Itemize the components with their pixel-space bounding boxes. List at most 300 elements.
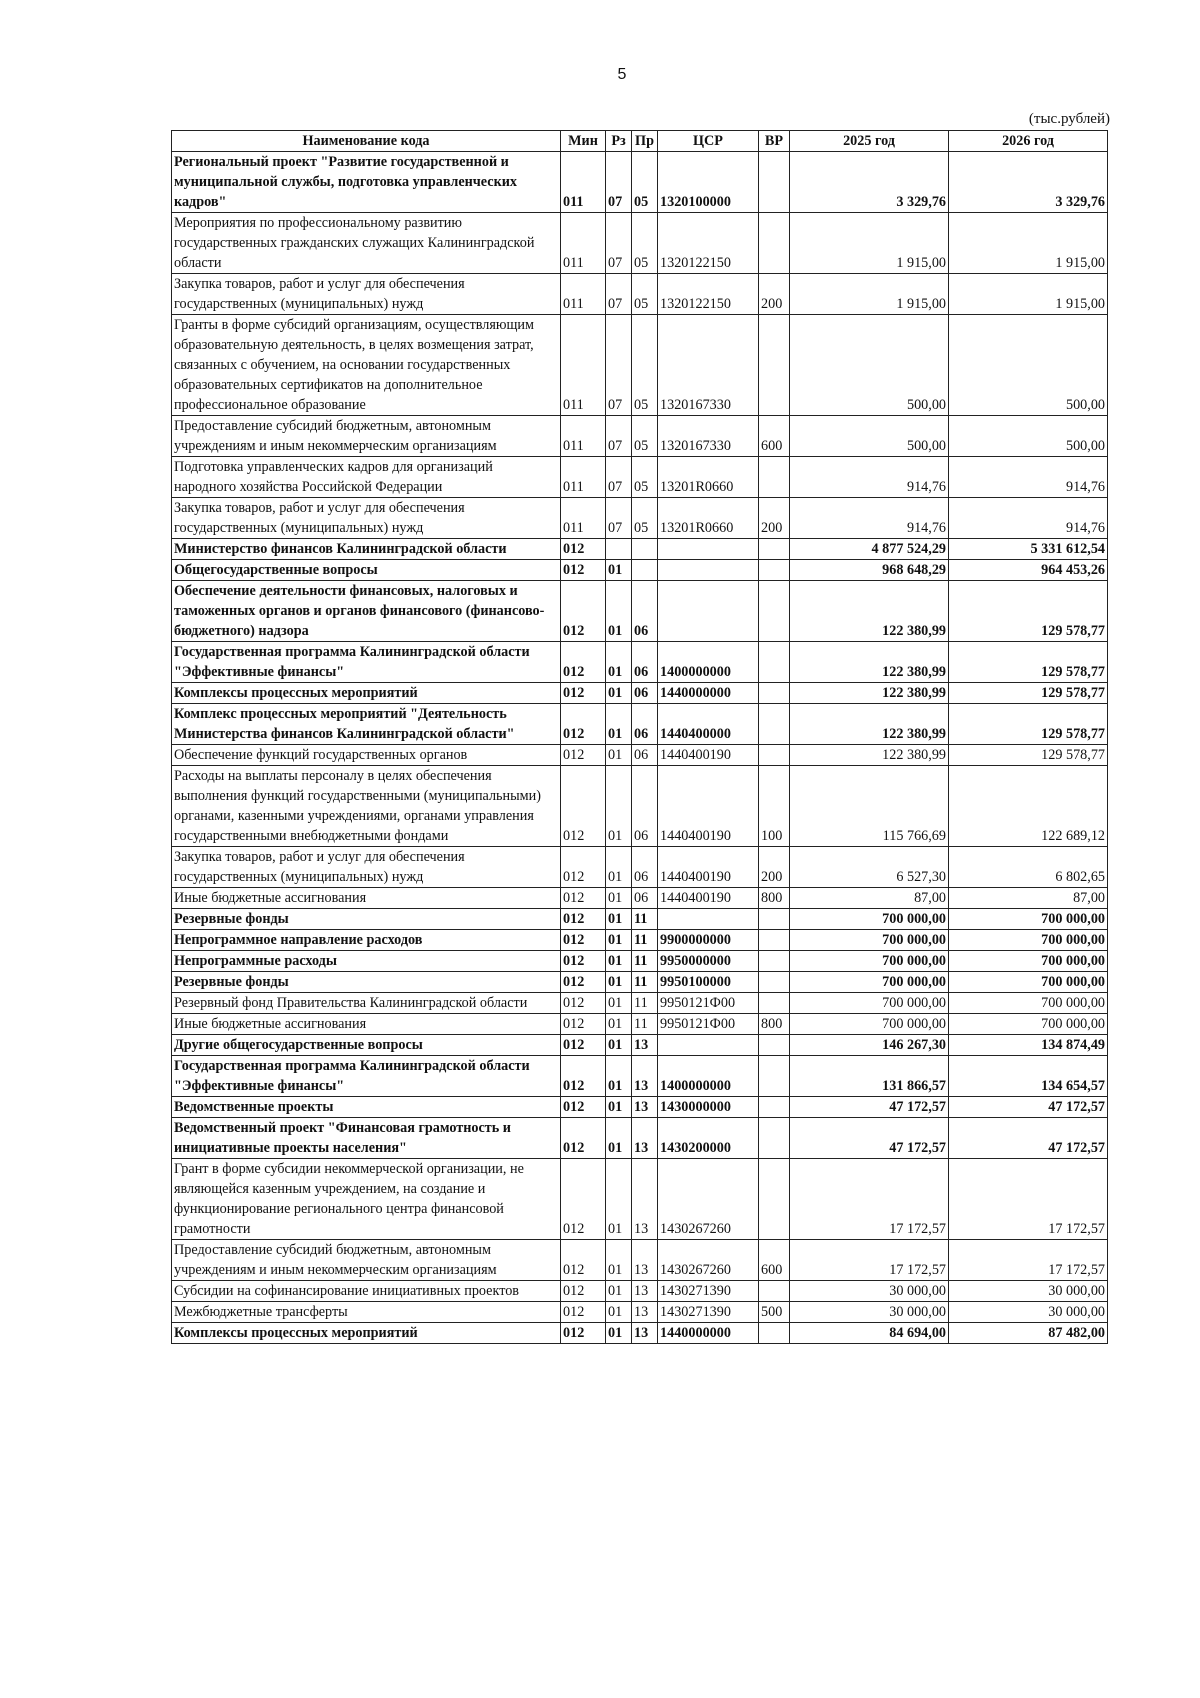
- cell-min: 012: [561, 1056, 606, 1097]
- cell-y2026: 134 874,49: [949, 1035, 1108, 1056]
- cell-csr: 1430200000: [658, 1118, 759, 1159]
- cell-y2026: 30 000,00: [949, 1302, 1108, 1323]
- cell-min: 012: [561, 683, 606, 704]
- cell-vr: [759, 909, 790, 930]
- cell-name: Предоставление субсидий бюджетным, автономным учреждениям и иным некоммерческим организациям: [172, 416, 561, 457]
- header-pr: Пр: [632, 131, 658, 152]
- cell-csr: 1430000000: [658, 1097, 759, 1118]
- cell-min: 012: [561, 951, 606, 972]
- cell-y2026: 964 453,26: [949, 560, 1108, 581]
- cell-pr: 05: [632, 213, 658, 274]
- cell-y2026: 17 172,57: [949, 1240, 1108, 1281]
- cell-y2025: 122 380,99: [790, 581, 949, 642]
- cell-csr: 1320167330: [658, 315, 759, 416]
- table-row: [172, 1118, 1108, 1159]
- cell-vr: [759, 745, 790, 766]
- cell-rz: 01: [606, 1323, 632, 1344]
- cell-vr: [759, 1281, 790, 1302]
- cell-name: Иные бюджетные ассигнования: [172, 1014, 561, 1035]
- cell-y2026: 129 578,77: [949, 745, 1108, 766]
- cell-csr: [658, 1035, 759, 1056]
- cell-y2026: 87 482,00: [949, 1323, 1108, 1344]
- cell-y2026: 700 000,00: [949, 993, 1108, 1014]
- cell-rz: 01: [606, 930, 632, 951]
- cell-rz: 01: [606, 704, 632, 745]
- cell-pr: 11: [632, 951, 658, 972]
- table-row: [172, 1035, 1108, 1056]
- budget-table: [171, 130, 1108, 1344]
- cell-min: 012: [561, 930, 606, 951]
- cell-y2025: 122 380,99: [790, 745, 949, 766]
- cell-min: 012: [561, 1035, 606, 1056]
- cell-name: Предоставление субсидий бюджетным, автономным учреждениям и иным некоммерческим организациям: [172, 1240, 561, 1281]
- cell-vr: [759, 993, 790, 1014]
- cell-vr: [759, 704, 790, 745]
- cell-rz: 07: [606, 152, 632, 213]
- cell-csr: 1320100000: [658, 152, 759, 213]
- cell-min: 011: [561, 315, 606, 416]
- cell-y2026: 30 000,00: [949, 1281, 1108, 1302]
- cell-y2026: 122 689,12: [949, 766, 1108, 847]
- cell-pr: 06: [632, 888, 658, 909]
- cell-min: 012: [561, 560, 606, 581]
- cell-name: Иные бюджетные ассигнования: [172, 888, 561, 909]
- cell-rz: 01: [606, 581, 632, 642]
- cell-csr: 9950121Ф00: [658, 1014, 759, 1035]
- table-row: [172, 1056, 1108, 1097]
- cell-min: 012: [561, 745, 606, 766]
- cell-rz: 01: [606, 1035, 632, 1056]
- cell-vr: [759, 930, 790, 951]
- cell-y2025: 122 380,99: [790, 642, 949, 683]
- cell-vr: [759, 581, 790, 642]
- header-csr: ЦСР: [658, 131, 759, 152]
- cell-rz: 07: [606, 315, 632, 416]
- cell-rz: 01: [606, 745, 632, 766]
- table-row: [172, 745, 1108, 766]
- cell-pr: 05: [632, 498, 658, 539]
- cell-y2026: 700 000,00: [949, 1014, 1108, 1035]
- table-row: [172, 909, 1108, 930]
- cell-rz: [606, 539, 632, 560]
- cell-name: Региональный проект "Развитие государственной и муниципальной службы, подготовка управленческих кадров": [172, 152, 561, 213]
- cell-pr: [632, 539, 658, 560]
- cell-pr: 06: [632, 642, 658, 683]
- cell-pr: 13: [632, 1159, 658, 1240]
- cell-rz: 01: [606, 1014, 632, 1035]
- cell-pr: 13: [632, 1035, 658, 1056]
- cell-vr: [759, 1323, 790, 1344]
- cell-csr: 1320122150: [658, 213, 759, 274]
- cell-min: 011: [561, 213, 606, 274]
- cell-y2025: 700 000,00: [790, 1014, 949, 1035]
- table-row: [172, 1097, 1108, 1118]
- page-number: 5: [617, 66, 627, 83]
- cell-y2025: 47 172,57: [790, 1118, 949, 1159]
- cell-y2025: 700 000,00: [790, 930, 949, 951]
- cell-pr: 06: [632, 581, 658, 642]
- cell-vr: 800: [759, 888, 790, 909]
- cell-pr: 05: [632, 152, 658, 213]
- cell-y2025: 17 172,57: [790, 1159, 949, 1240]
- cell-min: 012: [561, 1302, 606, 1323]
- cell-y2026: 87,00: [949, 888, 1108, 909]
- cell-y2026: 3 329,76: [949, 152, 1108, 213]
- cell-name: Грант в форме субсидии некоммерческой организации, не являющейся казенным учреждением, на создание и функционирование регионального центра финансовой грамотности: [172, 1159, 561, 1240]
- cell-csr: [658, 909, 759, 930]
- cell-y2025: 30 000,00: [790, 1302, 949, 1323]
- cell-vr: 200: [759, 274, 790, 315]
- table-row: [172, 1323, 1108, 1344]
- table-body: [172, 152, 1108, 1344]
- cell-vr: [759, 1035, 790, 1056]
- cell-pr: 05: [632, 274, 658, 315]
- cell-rz: 01: [606, 1281, 632, 1302]
- cell-rz: 01: [606, 683, 632, 704]
- cell-min: 011: [561, 457, 606, 498]
- cell-pr: 11: [632, 1014, 658, 1035]
- cell-csr: 9950121Ф00: [658, 993, 759, 1014]
- cell-y2026: 500,00: [949, 416, 1108, 457]
- cell-y2025: 1 915,00: [790, 274, 949, 315]
- cell-min: 011: [561, 152, 606, 213]
- cell-csr: 13201R0660: [658, 498, 759, 539]
- table-row: [172, 766, 1108, 847]
- cell-min: 012: [561, 539, 606, 560]
- cell-csr: 1440400190: [658, 766, 759, 847]
- table-row: [172, 888, 1108, 909]
- cell-pr: 13: [632, 1323, 658, 1344]
- cell-y2025: 122 380,99: [790, 683, 949, 704]
- cell-y2026: 129 578,77: [949, 581, 1108, 642]
- cell-y2025: 131 866,57: [790, 1056, 949, 1097]
- cell-vr: [759, 152, 790, 213]
- cell-rz: 01: [606, 972, 632, 993]
- cell-y2026: 129 578,77: [949, 704, 1108, 745]
- cell-rz: 07: [606, 274, 632, 315]
- cell-name: Другие общегосударственные вопросы: [172, 1035, 561, 1056]
- cell-name: Обеспечение функций государственных органов: [172, 745, 561, 766]
- cell-vr: [759, 1159, 790, 1240]
- cell-rz: 01: [606, 1240, 632, 1281]
- cell-name: Ведомственные проекты: [172, 1097, 561, 1118]
- cell-name: Расходы на выплаты персоналу в целях обеспечения выполнения функций государственными (муниципальными) органами, казенными учреждениями, органами управления государственными внебюджетными фондами: [172, 766, 561, 847]
- cell-name: Закупка товаров, работ и услуг для обеспечения государственных (муниципальных) нужд: [172, 847, 561, 888]
- cell-rz: 01: [606, 1056, 632, 1097]
- cell-y2025: 87,00: [790, 888, 949, 909]
- cell-y2025: 700 000,00: [790, 909, 949, 930]
- table-row: [172, 704, 1108, 745]
- cell-min: 011: [561, 274, 606, 315]
- header-rz: Рз: [606, 131, 632, 152]
- cell-rz: 01: [606, 951, 632, 972]
- cell-y2026: 700 000,00: [949, 951, 1108, 972]
- table-row: [172, 539, 1108, 560]
- table-row: [172, 642, 1108, 683]
- cell-pr: 05: [632, 416, 658, 457]
- cell-name: Резервные фонды: [172, 909, 561, 930]
- cell-pr: 05: [632, 315, 658, 416]
- cell-y2026: 129 578,77: [949, 642, 1108, 683]
- cell-y2025: 4 877 524,29: [790, 539, 949, 560]
- cell-y2026: 5 331 612,54: [949, 539, 1108, 560]
- cell-vr: [759, 1097, 790, 1118]
- table-row: [172, 951, 1108, 972]
- cell-csr: 1440000000: [658, 1323, 759, 1344]
- cell-name: Общегосударственные вопросы: [172, 560, 561, 581]
- cell-rz: 07: [606, 498, 632, 539]
- cell-vr: [759, 642, 790, 683]
- cell-name: Подготовка управленческих кадров для организаций народного хозяйства Российской Федерации: [172, 457, 561, 498]
- cell-min: 012: [561, 1014, 606, 1035]
- header-name: Наименование кода: [172, 131, 561, 152]
- cell-rz: 07: [606, 213, 632, 274]
- cell-min: 011: [561, 498, 606, 539]
- cell-vr: [759, 560, 790, 581]
- table-row: [172, 972, 1108, 993]
- cell-csr: 1440000000: [658, 683, 759, 704]
- table-row: [172, 560, 1108, 581]
- table-row: [172, 1159, 1108, 1240]
- cell-vr: 200: [759, 847, 790, 888]
- cell-y2026: 47 172,57: [949, 1097, 1108, 1118]
- cell-name: Субсидии на софинансирование инициативных проектов: [172, 1281, 561, 1302]
- cell-csr: 1400000000: [658, 642, 759, 683]
- cell-vr: 600: [759, 416, 790, 457]
- cell-y2025: 84 694,00: [790, 1323, 949, 1344]
- cell-y2026: 6 802,65: [949, 847, 1108, 888]
- cell-min: 012: [561, 1159, 606, 1240]
- header-min: Мин: [561, 131, 606, 152]
- cell-name: Государственная программа Калининградской области "Эффективные финансы": [172, 642, 561, 683]
- cell-pr: 06: [632, 683, 658, 704]
- cell-csr: 1440400000: [658, 704, 759, 745]
- cell-name: Закупка товаров, работ и услуг для обеспечения государственных (муниципальных) нужд: [172, 498, 561, 539]
- cell-y2025: 700 000,00: [790, 993, 949, 1014]
- cell-name: Комплексы процессных мероприятий: [172, 683, 561, 704]
- cell-y2025: 146 267,30: [790, 1035, 949, 1056]
- cell-vr: 200: [759, 498, 790, 539]
- cell-rz: 01: [606, 909, 632, 930]
- cell-csr: 1430271390: [658, 1281, 759, 1302]
- cell-pr: 05: [632, 457, 658, 498]
- cell-csr: 1400000000: [658, 1056, 759, 1097]
- cell-vr: [759, 457, 790, 498]
- table-row: [172, 274, 1108, 315]
- cell-y2026: 129 578,77: [949, 683, 1108, 704]
- cell-pr: 11: [632, 909, 658, 930]
- cell-min: 012: [561, 1281, 606, 1302]
- cell-pr: 11: [632, 993, 658, 1014]
- cell-pr: 13: [632, 1097, 658, 1118]
- cell-pr: 13: [632, 1056, 658, 1097]
- cell-csr: 1440400190: [658, 745, 759, 766]
- cell-pr: 06: [632, 847, 658, 888]
- cell-pr: 13: [632, 1240, 658, 1281]
- cell-min: 012: [561, 642, 606, 683]
- cell-y2025: 700 000,00: [790, 972, 949, 993]
- cell-y2025: 1 915,00: [790, 213, 949, 274]
- table-row: [172, 1014, 1108, 1035]
- cell-csr: 9900000000: [658, 930, 759, 951]
- cell-rz: 01: [606, 1302, 632, 1323]
- cell-name: Непрограммные расходы: [172, 951, 561, 972]
- table-row: [172, 315, 1108, 416]
- cell-vr: [759, 1056, 790, 1097]
- cell-name: Мероприятия по профессиональному развитию государственных гражданских служащих Калининградской области: [172, 213, 561, 274]
- cell-vr: [759, 315, 790, 416]
- cell-pr: 11: [632, 972, 658, 993]
- cell-vr: 800: [759, 1014, 790, 1035]
- cell-y2026: 700 000,00: [949, 972, 1108, 993]
- cell-y2026: 700 000,00: [949, 930, 1108, 951]
- header-vr: ВР: [759, 131, 790, 152]
- cell-rz: 01: [606, 560, 632, 581]
- cell-vr: [759, 683, 790, 704]
- cell-rz: 01: [606, 993, 632, 1014]
- cell-pr: 13: [632, 1281, 658, 1302]
- cell-csr: 9950100000: [658, 972, 759, 993]
- header-2026: 2026 год: [949, 131, 1108, 152]
- cell-min: 012: [561, 766, 606, 847]
- cell-csr: 13201R0660: [658, 457, 759, 498]
- cell-pr: 13: [632, 1118, 658, 1159]
- cell-min: 012: [561, 1118, 606, 1159]
- cell-y2025: 914,76: [790, 457, 949, 498]
- cell-name: Резервный фонд Правительства Калининградской области: [172, 993, 561, 1014]
- table-row: [172, 152, 1108, 213]
- cell-y2025: 500,00: [790, 416, 949, 457]
- cell-y2026: 17 172,57: [949, 1159, 1108, 1240]
- cell-name: Резервные фонды: [172, 972, 561, 993]
- table-row: [172, 930, 1108, 951]
- cell-vr: [759, 1118, 790, 1159]
- cell-min: 012: [561, 909, 606, 930]
- cell-y2026: 700 000,00: [949, 909, 1108, 930]
- header-2025: 2025 год: [790, 131, 949, 152]
- cell-y2026: 1 915,00: [949, 213, 1108, 274]
- cell-vr: 500: [759, 1302, 790, 1323]
- cell-pr: 11: [632, 930, 658, 951]
- cell-y2025: 968 648,29: [790, 560, 949, 581]
- cell-y2025: 30 000,00: [790, 1281, 949, 1302]
- cell-rz: 01: [606, 642, 632, 683]
- cell-y2026: 914,76: [949, 498, 1108, 539]
- cell-min: 012: [561, 1240, 606, 1281]
- table-row: [172, 993, 1108, 1014]
- cell-y2025: 700 000,00: [790, 951, 949, 972]
- cell-y2026: 47 172,57: [949, 1118, 1108, 1159]
- cell-name: Непрограммное направление расходов: [172, 930, 561, 951]
- cell-vr: [759, 539, 790, 560]
- cell-y2025: 914,76: [790, 498, 949, 539]
- cell-name: Ведомственный проект "Финансовая грамотность и инициативные проекты населения": [172, 1118, 561, 1159]
- cell-vr: 100: [759, 766, 790, 847]
- cell-rz: 01: [606, 1097, 632, 1118]
- cell-y2025: 122 380,99: [790, 704, 949, 745]
- cell-y2025: 3 329,76: [790, 152, 949, 213]
- cell-rz: 01: [606, 847, 632, 888]
- unit-note: (тыс.рублей): [1028, 111, 1110, 127]
- cell-csr: 1430267260: [658, 1240, 759, 1281]
- table-row: [172, 1240, 1108, 1281]
- cell-name: Гранты в форме субсидий организациям, осуществляющим образовательную деятельность, в целях возмещения затрат, связанных с обучением, на основании государственных образовательных сертификатов на дополнительное профессиональное образование: [172, 315, 561, 416]
- cell-min: 012: [561, 1323, 606, 1344]
- cell-rz: 01: [606, 1159, 632, 1240]
- cell-vr: [759, 972, 790, 993]
- cell-pr: 06: [632, 745, 658, 766]
- cell-y2026: 1 915,00: [949, 274, 1108, 315]
- cell-name: Комплекс процессных мероприятий "Деятельность Министерства финансов Калининградской области": [172, 704, 561, 745]
- cell-pr: 06: [632, 704, 658, 745]
- cell-y2026: 500,00: [949, 315, 1108, 416]
- cell-name: Закупка товаров, работ и услуг для обеспечения государственных (муниципальных) нужд: [172, 274, 561, 315]
- cell-y2025: 115 766,69: [790, 766, 949, 847]
- table-row: [172, 1302, 1108, 1323]
- cell-name: Государственная программа Калининградской области "Эффективные финансы": [172, 1056, 561, 1097]
- cell-min: 012: [561, 1097, 606, 1118]
- table-header-row: [172, 131, 1108, 152]
- cell-y2025: 47 172,57: [790, 1097, 949, 1118]
- cell-min: 012: [561, 847, 606, 888]
- cell-min: 012: [561, 972, 606, 993]
- cell-y2026: 134 654,57: [949, 1056, 1108, 1097]
- cell-min: 011: [561, 416, 606, 457]
- table-row: [172, 683, 1108, 704]
- cell-csr: [658, 560, 759, 581]
- cell-vr: 600: [759, 1240, 790, 1281]
- cell-pr: 06: [632, 766, 658, 847]
- cell-min: 012: [561, 888, 606, 909]
- table-row: [172, 457, 1108, 498]
- cell-csr: 9950000000: [658, 951, 759, 972]
- cell-rz: 01: [606, 888, 632, 909]
- cell-rz: 07: [606, 457, 632, 498]
- cell-rz: 01: [606, 766, 632, 847]
- cell-name: Комплексы процессных мероприятий: [172, 1323, 561, 1344]
- table-row: [172, 847, 1108, 888]
- cell-y2025: 6 527,30: [790, 847, 949, 888]
- table-row: [172, 213, 1108, 274]
- cell-pr: 13: [632, 1302, 658, 1323]
- cell-csr: 1320167330: [658, 416, 759, 457]
- cell-y2025: 17 172,57: [790, 1240, 949, 1281]
- cell-csr: 1440400190: [658, 888, 759, 909]
- table-row: [172, 498, 1108, 539]
- cell-rz: 01: [606, 1118, 632, 1159]
- cell-pr: [632, 560, 658, 581]
- table-row: [172, 581, 1108, 642]
- cell-name: Министерство финансов Калининградской области: [172, 539, 561, 560]
- cell-csr: 1440400190: [658, 847, 759, 888]
- cell-name: Обеспечение деятельности финансовых, налоговых и таможенных органов и органов финансового (финансово-бюджетного) надзора: [172, 581, 561, 642]
- cell-csr: 1320122150: [658, 274, 759, 315]
- cell-y2026: 914,76: [949, 457, 1108, 498]
- cell-vr: [759, 213, 790, 274]
- cell-vr: [759, 951, 790, 972]
- cell-min: 012: [561, 581, 606, 642]
- cell-min: 012: [561, 993, 606, 1014]
- table-row: [172, 1281, 1108, 1302]
- cell-name: Межбюджетные трансферты: [172, 1302, 561, 1323]
- table-row: [172, 416, 1108, 457]
- cell-min: 012: [561, 704, 606, 745]
- cell-csr: [658, 581, 759, 642]
- cell-y2025: 500,00: [790, 315, 949, 416]
- cell-csr: [658, 539, 759, 560]
- cell-csr: 1430271390: [658, 1302, 759, 1323]
- cell-rz: 07: [606, 416, 632, 457]
